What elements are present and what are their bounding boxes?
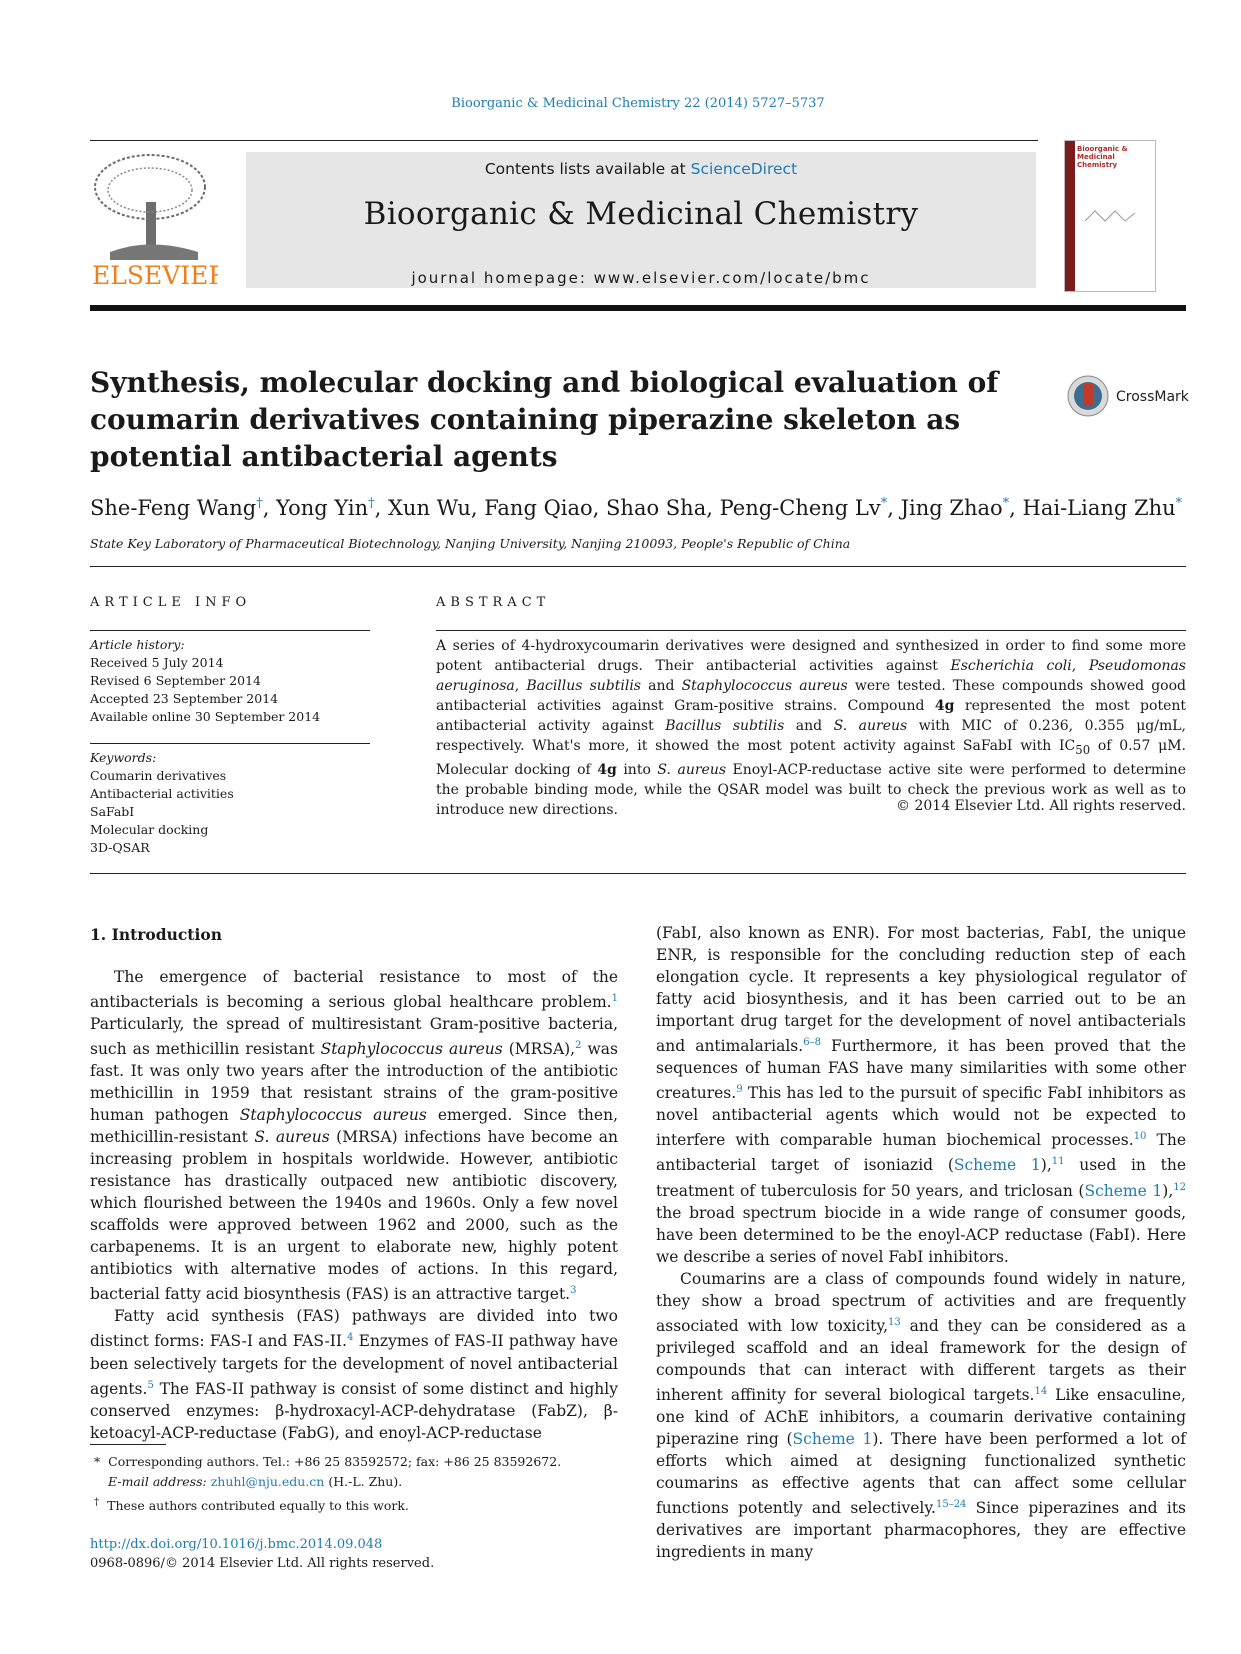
crossmark-badge[interactable] [1066, 374, 1196, 418]
footnote-rule [90, 1444, 166, 1445]
history-item: Available online 30 September 2014 [90, 709, 321, 724]
footnote-corresponding: * Corresponding authors. Tel.: +86 25 83592572; fax: +86 25 83592672. [90, 1454, 562, 1469]
doi-link[interactable]: http://dx.doi.org/10.1016/j.bmc.2014.09.048 [90, 1537, 383, 1552]
footnote-email [90, 1472, 561, 1492]
keyword: SaFabI [90, 804, 135, 819]
author-mark[interactable]: * [1175, 496, 1183, 511]
email-label: E-mail address: [108, 1474, 211, 1489]
keyword: Antibacterial activities [90, 786, 234, 801]
author-mark[interactable]: * [880, 496, 888, 511]
crossmark-icon [1066, 374, 1110, 418]
author-name: She-Feng Wang [90, 496, 257, 520]
article-title: Synthesis, molecular docking and biological evaluation of coumarin derivatives containing piperazine skeleton as potential antibacterial agents [90, 366, 999, 473]
crossmark-label: CrossMark [1116, 389, 1189, 405]
journal-banner [246, 152, 1036, 288]
info-rule [90, 743, 370, 744]
paragraph: Fatty acid synthesis (FAS) pathways are divided into two distinct forms: FAS-I and FAS-II.$^4$ Enzymes of FAS-II pathway have been selectively targets for the development of novel antibacterial agents.$^5$ The FAS-II pathway is consist of some distinct and highly conserved enzymes: β-hydroxacyl-ACP-dehydratase (FabZ), β-ketoacyl-ACP-reductase (FabG), and enoyl-ACP-reductase [90, 1307, 618, 1442]
history-item: Accepted 23 September 2014 [90, 691, 279, 706]
contents-line [246, 160, 1036, 178]
cover-title: Bioorganic & Medicinal Chemistry [1077, 145, 1128, 169]
abstract-copyright: © 2014 Elsevier Ltd. All rights reserved. [896, 798, 1186, 814]
keyword: Molecular docking [90, 822, 209, 837]
email-suffix: (H.-L. Zhu). [324, 1474, 403, 1489]
body-rule [90, 873, 1186, 874]
elsevier-wordmark: ELSEVIER [92, 261, 218, 290]
history-item: Revised 6 September 2014 [90, 673, 261, 688]
body-column-right [656, 922, 1186, 1563]
body-column-left [90, 966, 618, 1444]
elsevier-logo [90, 152, 218, 292]
journal-title: Bioorganic & Medicinal Chemistry [363, 196, 919, 232]
abstract-rule [436, 630, 1186, 631]
author-name: Jing Zhao [900, 496, 1003, 520]
author-mark[interactable]: * [1002, 496, 1010, 511]
footnote-text: These authors contributed equally to this work. [107, 1498, 409, 1514]
footnotes [90, 1452, 561, 1516]
info-rule [90, 630, 370, 631]
history-item: Received 5 July 2014 [90, 655, 224, 670]
footnote-equal: † These authors contributed equally to this work. [93, 1496, 409, 1514]
abstract-heading: ABSTRACT [436, 595, 551, 610]
footnote-text: Corresponding authors. Tel.: +86 25 83592572; fax: +86 25 83592672. [108, 1454, 562, 1469]
email-link[interactable]: zhuhl@nju.edu.cn [210, 1474, 325, 1489]
contents-prefix: Contents lists available at [484, 160, 691, 178]
article-info-heading: ARTICLE INFO [90, 595, 252, 610]
keywords-label: Keywords: [90, 750, 157, 765]
journal-cover-thumbnail [1064, 140, 1156, 292]
author-name: Fang Qiao [484, 496, 593, 520]
paragraph: (FabI, also known as ENR). For most bacterias, FabI, the unique ENR, is responsible for the concluding reduction step of each elongation cycle. It represents a key physiological regulator of fatty acid biosynthesis, and it has been carried out to be an important drug target for the development of novel antibacterials and antimalarials.$^{6-8}$ Furthermore, it has been proved that the sequences of human FAS have many similarities with some other creatures.$^9$ This has led to the pursuit of specific FabI inhibitors as novel antibacterial agents which would not be expected to interfere with comparable human biochemical processes.$^{10}$ The antibacterial target of isoniazid (Scheme 1),$^{11}$ used in the treatment of tuberculosis for 50 years, and triclosan (Scheme 1),$^{12}$ the broad spectrum biocide in a wide range of consumer goods, have been determined to be the enoyl-ACP reductase (FabI). Here we describe a series of novel FabI inhibitors. [656, 924, 1187, 1266]
author-name: Xun Wu [387, 496, 471, 520]
affiliation: State Key Laboratory of Pharmaceutical Biotechnology, Nanjing University, Nanjing 210093, People's Republic of China [90, 536, 851, 551]
paragraph: The emergence of bacterial resistance to most of the antibacterials is becoming a serious global healthcare problem.$^1$ Particularly, the spread of multiresistant Gram-positive bacteria, such as methicillin resistant Staphylococcus aureus (MRSA),$^2$ was fast. It was only two years after the introduction of the antibiotic methicillin in 1959 that resistant strains of the gram-positive human pathogen Staphylococcus aureus emerged. Since then, methicillin-resistant S. aureus (MRSA) infections have become an increasing problem in hospitals worldwide. However, antibiotic resistance has drastically outpaced new antibiotic discovery, which flourished between the 1940s and 1960s. Only a few novel scaffolds were approved between 1962 and 2000, such as the carbapenems. It is an urgent to elaborate new, highly potent antibiotics with alternative modes of actions. In this regard, bacterial fatty acid biosynthesis (FAS) is an attractive target.$^3$ [90, 968, 619, 1304]
article-history [90, 636, 320, 726]
paragraph: Coumarins are a class of compounds found widely in nature, they show a broad spectrum of activities and are frequently associated with low toxicity,$^{13}$ and they can be considered as a privileged scaffold and an ideal framework for the design of compounds that can interact with different targets as their inherent affinity for several biological targets.$^{14}$ Like ensaculine, one kind of AChE inhibitors, a coumarin derivative containing piperazine ring (Scheme 1). There have been performed a lot of efforts which aimed at designing functionalized synthetic coumarins as effective agents that can affect some cellular functions potently and selectively.$^{15-24}$ Since piperazines and its derivatives are important pharmacophores, they are effective ingredients in many [656, 1269, 1186, 1562]
section-heading: 1. Introduction [90, 925, 222, 944]
top-rule [90, 140, 1038, 141]
journal-homepage[interactable]: journal homepage: www.elsevier.com/locate/bmc [411, 269, 871, 287]
affiliation-rule [90, 566, 1186, 567]
author-name: Hai-Liang Zhu [1022, 496, 1176, 520]
abstract-text: A series of 4-hydroxycoumarin derivatives were designed and synthesized in order to find some more potent antibacterial drugs. Their antibacterial activities against Escherichia coli, Pseudomonas aeruginosa, Bacillus subtilis and Staphylococcus aureus were tested. These compounds showed good antibacterial activities against Gram-positive strains. Compound 4g represented the most potent antibacterial activity against Bacillus subtilis and S. aureus with MIC of 0.236, 0.355 μg/mL, respectively. What's more, it showed the most potent activity against SaFabI with $IC_{50}$ of 0.57 μM. Molecular docking of 4g into S. aureus Enoyl-ACP-reductase active site were performed to determine the probable binding mode, while the QSAR model was built to check the previous work as well as to introduce new directions. [436, 638, 1187, 818]
header-thick-rule [90, 305, 1186, 311]
author-list: She-Feng Wang†, Yong Yin†, Xun Wu, Fang Qiao, Shao Sha, Peng-Cheng Lv*, Jing Zhao*, Hai-Liang Zhu* [90, 496, 1183, 520]
journal-citation[interactable]: Bioorganic & Medicinal Chemistry 22 (2014) 5727–5737 [451, 96, 825, 111]
sciencedirect-link[interactable]: ScienceDirect [690, 160, 798, 178]
author-name: Yong Yin [276, 496, 369, 520]
keyword: 3D-QSAR [90, 840, 150, 855]
history-label: Article history: [90, 637, 185, 652]
keyword: Coumarin derivatives [90, 768, 227, 783]
issn-line: 0968-0896/© 2014 Elsevier Ltd. All rights reserved. [90, 1556, 435, 1571]
author-name: Shao Sha [606, 496, 707, 520]
author-mark[interactable]: † [368, 496, 375, 511]
keywords [90, 749, 234, 857]
author-mark[interactable]: † [256, 496, 263, 511]
author-name: Peng-Cheng Lv [719, 496, 881, 520]
